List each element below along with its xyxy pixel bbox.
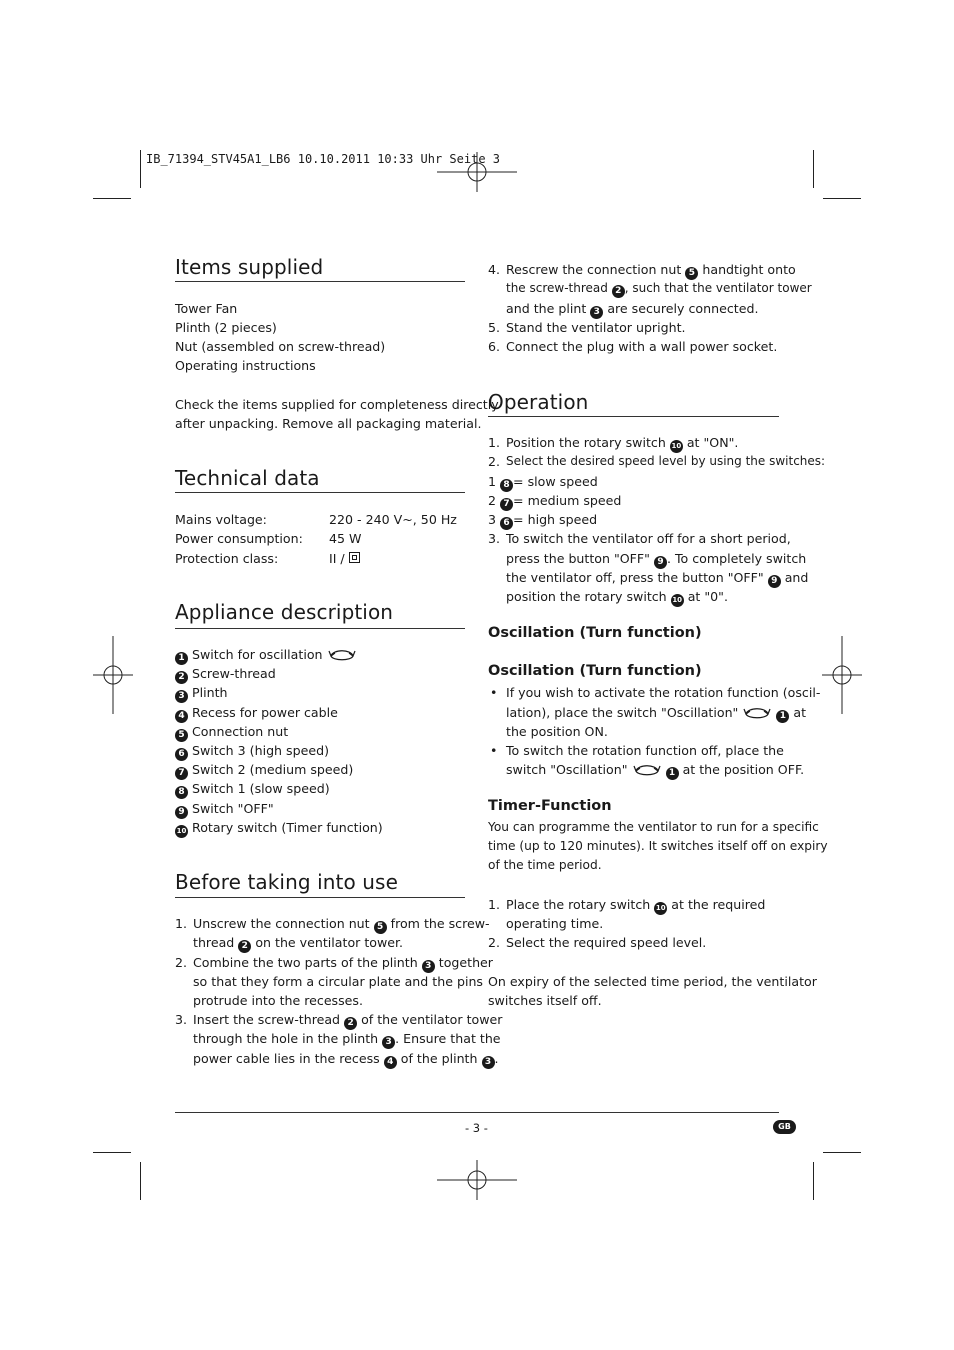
step-text: Select the desired speed level by using the switches:: [506, 454, 826, 468]
number-7-icon: 7: [175, 767, 188, 780]
heading-rule: [175, 492, 465, 493]
step-text: Stand the ventilator upright.: [506, 320, 686, 335]
bullet-text: To switch the rotation function off, place the: [506, 743, 784, 758]
number-3-icon: 3: [422, 960, 435, 973]
number-2-icon: 2: [344, 1017, 357, 1030]
step-text: protrude into the recesses.: [193, 993, 363, 1008]
spec-label: Power consumption:: [175, 531, 303, 546]
protection-class-icon: [349, 552, 360, 563]
paragraph-line: switches itself off.: [488, 993, 602, 1008]
step-text: press the button "OFF" 9 . To completely switch: [506, 551, 807, 567]
registration-mark-bottom: [437, 1160, 517, 1200]
step-text: the screw-thread 2 , such that the ventilator tower: [506, 281, 812, 296]
bullet-text: If you wish to activate the rotation function (oscil-: [506, 685, 821, 700]
heading-rule: [175, 628, 465, 629]
print-header: IB_71394_STV45A1_LB6 10.10.2011 10:33 Uhr Seite 3: [146, 152, 501, 166]
step-text: thread 2 on the ventilator tower.: [193, 935, 404, 951]
number-6-icon: 6: [500, 517, 513, 530]
oscillation-heading: Oscillation (Turn function): [488, 625, 702, 641]
appliance-part: 10 Rotary switch (Timer function): [175, 818, 383, 838]
page-number: - 3 -: [465, 1121, 488, 1135]
bullet: •: [490, 743, 498, 758]
oscillation-heading: Oscillation (Turn function): [488, 663, 702, 679]
number-5-icon: 5: [175, 729, 188, 742]
heading-rule: [488, 416, 779, 417]
step-text: Select the required speed level.: [506, 935, 707, 950]
step-text: Place the rotary switch 10 at the required: [506, 895, 765, 915]
registration-mark-top: [437, 152, 517, 192]
step-text: through the hole in the plinth 3 . Ensure that the: [193, 1031, 501, 1047]
number-6-icon: 6: [175, 748, 188, 761]
items-supplied-heading: Items supplied: [175, 255, 324, 279]
step-number: 6.: [488, 339, 501, 354]
number-4-icon: 4: [384, 1056, 397, 1069]
technical-data-heading: Technical data: [175, 466, 320, 490]
list-item: Operating instructions: [175, 358, 316, 373]
speed-item: 2 7 = medium speed: [488, 493, 622, 509]
appliance-part: 9 Switch "OFF": [175, 799, 274, 819]
paragraph-line: Check the items supplied for completeness directly: [175, 397, 499, 412]
paragraph-line: of the time period.: [488, 858, 602, 872]
step-text: so that they form a circular plate and the pins: [193, 974, 483, 989]
appliance-description-heading: Appliance description: [175, 600, 394, 624]
step-text: power cable lies in the recess 4 of the plinth 3 .: [193, 1051, 499, 1067]
step-number: 2.: [488, 454, 501, 469]
number-9-icon: 9: [768, 575, 781, 588]
list-item: Nut (assembled on screw-thread): [175, 339, 386, 354]
number-8-icon: 8: [500, 479, 513, 492]
number-5-icon: 5: [685, 267, 698, 280]
number-3-icon: 3: [482, 1056, 495, 1069]
step-number: 5.: [488, 320, 501, 335]
list-item: Plinth (2 pieces): [175, 320, 277, 335]
step-text: Connect the plug with a wall power socket.: [506, 339, 778, 354]
paragraph-line: after unpacking. Remove all packaging material.: [175, 416, 482, 431]
heading-rule: [175, 281, 465, 282]
bullet-text: lation), place the switch "Oscillation" 1 at: [506, 705, 807, 721]
step-text: and the plint 3 are securely connected.: [506, 301, 759, 317]
spec-value: II /: [329, 549, 360, 568]
number-9-icon: 9: [654, 556, 667, 569]
list-item: Tower Fan: [175, 301, 238, 316]
appliance-part: 4 Recess for power cable: [175, 703, 338, 723]
footer-rule: [175, 1112, 779, 1113]
step-text: position the rotary switch 10 at "0".: [506, 587, 728, 607]
step-text: Insert the screw-thread 2 of the ventilator tower: [193, 1012, 503, 1028]
oscillation-icon: [632, 761, 662, 777]
step-text: Rescrew the connection nut 5 handtight onto: [506, 262, 796, 278]
number-3-icon: 3: [590, 306, 603, 319]
step-text: operating time.: [506, 916, 604, 931]
spec-label: Protection class:: [175, 551, 279, 566]
number-10-icon: 10: [671, 594, 684, 607]
number-4-icon: 4: [175, 710, 188, 723]
oscillation-icon: [327, 646, 357, 662]
paragraph-line: time (up to 120 minutes). It switches itself off on expiry: [488, 839, 828, 853]
number-8-icon: 8: [175, 786, 188, 799]
appliance-part: 6 Switch 3 (high speed): [175, 741, 329, 761]
registration-mark-right: [822, 636, 862, 714]
appliance-part: 2 Screw-thread: [175, 664, 276, 684]
step-number: 4.: [488, 262, 501, 277]
number-10-icon: 10: [654, 902, 667, 915]
appliance-part: 3 Plinth: [175, 683, 228, 703]
number-2-icon: 2: [238, 940, 251, 953]
paragraph-line: You can programme the ventilator to run for a specific: [488, 820, 819, 834]
spec-label: Mains voltage:: [175, 512, 267, 527]
step-number: 1.: [175, 916, 188, 931]
step-number: 1.: [488, 435, 501, 450]
step-text: Combine the two parts of the plinth 3 together: [193, 955, 493, 971]
number-3-icon: 3: [382, 1036, 395, 1049]
appliance-part: 1 Switch for oscillation: [175, 645, 357, 665]
bullet: •: [490, 685, 498, 700]
spec-value: 220 - 240 V~, 50 Hz: [329, 512, 457, 527]
appliance-part: 7 Switch 2 (medium speed): [175, 760, 353, 780]
number-9-icon: 9: [175, 806, 188, 819]
timer-heading: Timer-Function: [488, 798, 612, 814]
step-number: 1.: [488, 897, 501, 912]
step-text: the ventilator off, press the button "OFF" 9 and: [506, 570, 809, 586]
bullet-text: the position ON.: [506, 724, 608, 739]
language-badge: GB: [773, 1120, 796, 1134]
number-5-icon: 5: [374, 921, 387, 934]
number-1-icon: 1: [666, 767, 679, 780]
step-text: Position the rotary switch 10 at "ON".: [506, 433, 738, 453]
before-use-heading: Before taking into use: [175, 870, 398, 894]
paragraph-line: On expiry of the selected time period, the ventilator: [488, 974, 817, 989]
number-7-icon: 7: [500, 498, 513, 511]
step-number: 3.: [175, 1012, 188, 1027]
bullet-text: switch "Oscillation" 1 at the position OFF.: [506, 762, 805, 778]
number-2-icon: 2: [612, 285, 625, 298]
appliance-part: 5 Connection nut: [175, 722, 288, 742]
heading-rule: [175, 897, 465, 898]
speed-item: 1 8 = slow speed: [488, 474, 598, 490]
number-10-icon: 10: [175, 825, 188, 838]
operation-heading: Operation: [488, 390, 589, 414]
registration-mark-left: [93, 636, 133, 714]
appliance-part: 8 Switch 1 (slow speed): [175, 779, 330, 799]
number-2-icon: 2: [175, 671, 188, 684]
step-number: 3.: [488, 531, 501, 546]
oscillation-icon: [742, 704, 772, 720]
speed-item: 3 6 = high speed: [488, 512, 598, 528]
number-1-icon: 1: [175, 652, 188, 665]
number-10-icon: 10: [670, 440, 683, 453]
number-1-icon: 1: [776, 710, 789, 723]
step-number: 2.: [175, 955, 188, 970]
number-3-icon: 3: [175, 690, 188, 703]
spec-value: 45 W: [329, 531, 362, 546]
step-text: To switch the ventilator off for a short period,: [506, 531, 791, 546]
step-text: Unscrew the connection nut 5 from the screw-: [193, 916, 490, 932]
step-number: 2.: [488, 935, 501, 950]
